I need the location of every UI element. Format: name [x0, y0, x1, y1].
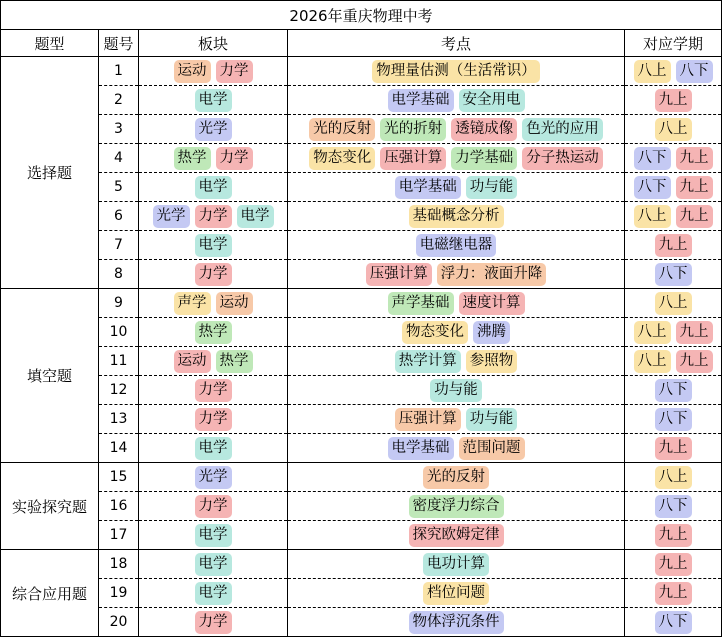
term-cell: [625, 57, 722, 86]
section-cell: [139, 463, 288, 492]
tag: 电学基础: [388, 437, 454, 460]
tag: 力学: [216, 60, 253, 83]
tag: 声学基础: [388, 292, 454, 315]
point-cell: [288, 434, 625, 463]
tag: 力学基础: [451, 147, 517, 170]
table-row: [1, 434, 722, 463]
point-tags: [288, 611, 624, 634]
term-tags: [625, 147, 721, 170]
tag: 参照物: [466, 350, 518, 373]
table-row: [1, 202, 722, 231]
section-cell: [139, 376, 288, 405]
point-cell: [288, 521, 625, 550]
tag: 八下: [655, 495, 692, 518]
section-cell: [139, 347, 288, 376]
section-tags: [139, 263, 287, 286]
tag: 压强计算: [366, 263, 432, 286]
tag: 光的反射: [423, 466, 489, 489]
table-row: [1, 492, 722, 521]
tag: 功与能: [466, 408, 518, 431]
section-cell: [139, 521, 288, 550]
question-type-cell: 填空题: [1, 289, 99, 463]
section-tags: [139, 495, 287, 518]
question-number-cell: 4: [99, 144, 139, 173]
term-tags: [625, 234, 721, 257]
term-cell: [625, 318, 722, 347]
tag: 物态变化: [402, 321, 468, 344]
tag: 电学: [195, 437, 232, 460]
term-cell: [625, 492, 722, 521]
table-row: [1, 289, 722, 318]
term-tags: [625, 582, 721, 605]
term-cell: [625, 550, 722, 579]
header-point: 考点: [288, 30, 625, 57]
term-cell: [625, 405, 722, 434]
section-cell: [139, 202, 288, 231]
question-number-cell: 14: [99, 434, 139, 463]
section-tags: [139, 582, 287, 605]
table-row: [1, 579, 722, 608]
tag: 热学: [174, 147, 211, 170]
tag: 运动: [216, 292, 253, 315]
point-tags: [288, 524, 624, 547]
point-tags: [288, 176, 624, 199]
tag: 九上: [676, 147, 713, 170]
tag: 压强计算: [380, 147, 446, 170]
term-tags: [625, 321, 721, 344]
header-row: [1, 30, 722, 57]
point-tags: [288, 582, 624, 605]
term-cell: [625, 521, 722, 550]
tag: 光学: [195, 466, 232, 489]
question-number-cell: 12: [99, 376, 139, 405]
tag: 八上: [655, 118, 692, 141]
term-cell: [625, 115, 722, 144]
section-tags: [139, 611, 287, 634]
tag: 物态变化: [309, 147, 375, 170]
tag: 档位问题: [423, 582, 489, 605]
section-cell: [139, 260, 288, 289]
point-cell: [288, 376, 625, 405]
section-tags: [139, 60, 287, 83]
term-tags: [625, 176, 721, 199]
tag: 八上: [634, 350, 671, 373]
table-title: 2026年重庆物理中考: [1, 1, 722, 30]
question-number-cell: 15: [99, 463, 139, 492]
term-tags: [625, 437, 721, 460]
question-number-cell: 8: [99, 260, 139, 289]
section-tags: [139, 379, 287, 402]
term-tags: [625, 553, 721, 576]
section-cell: [139, 434, 288, 463]
table-row: [1, 463, 722, 492]
tag: 电磁继电器: [416, 234, 497, 257]
point-cell: [288, 550, 625, 579]
tag: 声学: [174, 292, 211, 315]
section-cell: [139, 608, 288, 637]
section-tags: [139, 205, 287, 228]
tag: 功与能: [466, 176, 518, 199]
point-tags: [288, 321, 624, 344]
question-number-cell: 6: [99, 202, 139, 231]
tag: 热学计算: [395, 350, 461, 373]
term-tags: [625, 205, 721, 228]
tag: 浮力：液面升降: [437, 263, 547, 286]
point-tags: [288, 379, 624, 402]
tag: 八下: [655, 263, 692, 286]
question-number-cell: 10: [99, 318, 139, 347]
tag: 电学: [195, 176, 232, 199]
term-tags: [625, 89, 721, 112]
tag: 八上: [634, 60, 671, 83]
table-row: [1, 115, 722, 144]
tag: 电学: [195, 582, 232, 605]
term-cell: [625, 173, 722, 202]
tag: 力学: [195, 495, 232, 518]
point-tags: [288, 553, 624, 576]
tag: 八上: [655, 292, 692, 315]
tag: 九上: [676, 321, 713, 344]
term-tags: [625, 524, 721, 547]
table-row: [1, 521, 722, 550]
section-cell: [139, 173, 288, 202]
tag: 八上: [655, 466, 692, 489]
tag: 八下: [634, 147, 671, 170]
tag: 电学基础: [395, 176, 461, 199]
tag: 八下: [655, 408, 692, 431]
tag: 运动: [174, 350, 211, 373]
header-number: 题号: [99, 30, 139, 57]
term-cell: [625, 608, 722, 637]
tag: 九上: [655, 89, 692, 112]
table-row: [1, 347, 722, 376]
question-number-cell: 18: [99, 550, 139, 579]
point-tags: [288, 437, 624, 460]
tag: 物理量估测（生活常识）: [372, 60, 540, 83]
section-cell: [139, 115, 288, 144]
tag: 力学: [195, 408, 232, 431]
tag: 八下: [676, 60, 713, 83]
point-cell: [288, 405, 625, 434]
tag: 九上: [676, 176, 713, 199]
section-tags: [139, 147, 287, 170]
section-cell: [139, 579, 288, 608]
header-type: 题型: [1, 30, 99, 57]
tag: 电学: [195, 234, 232, 257]
term-tags: [625, 292, 721, 315]
tag: 八下: [634, 176, 671, 199]
tag: 光学: [195, 118, 232, 141]
section-tags: [139, 437, 287, 460]
table-row: [1, 318, 722, 347]
point-tags: [288, 205, 624, 228]
tag: 力学: [195, 379, 232, 402]
tag: 基础概念分析: [409, 205, 504, 228]
tag: 九上: [676, 205, 713, 228]
point-tags: [288, 408, 624, 431]
section-tags: [139, 466, 287, 489]
term-tags: [625, 379, 721, 402]
tag: 光学: [153, 205, 190, 228]
term-cell: [625, 347, 722, 376]
section-tags: [139, 350, 287, 373]
tag: 光的折射: [380, 118, 446, 141]
term-cell: [625, 202, 722, 231]
tag: 九上: [655, 524, 692, 547]
tag: 透镜成像: [451, 118, 517, 141]
section-cell: [139, 86, 288, 115]
tag: 沸腾: [473, 321, 510, 344]
point-cell: [288, 260, 625, 289]
tag: 电学: [237, 205, 274, 228]
tag: 电学: [195, 553, 232, 576]
tag: 范围问题: [459, 437, 525, 460]
tag: 力学: [195, 263, 232, 286]
section-tags: [139, 118, 287, 141]
tag: 九上: [655, 582, 692, 605]
term-tags: [625, 350, 721, 373]
section-tags: [139, 292, 287, 315]
section-tags: [139, 234, 287, 257]
term-tags: [625, 466, 721, 489]
point-cell: [288, 202, 625, 231]
tag: 色光的应用: [522, 118, 603, 141]
header-term: 对应学期: [625, 30, 722, 57]
section-tags: [139, 176, 287, 199]
point-tags: [288, 147, 624, 170]
question-number-cell: 1: [99, 57, 139, 86]
tag: 九上: [655, 553, 692, 576]
question-type-cell: 综合应用题: [1, 550, 99, 637]
point-tags: [288, 118, 624, 141]
table-row: [1, 405, 722, 434]
table-row: [1, 231, 722, 260]
tag: 分子热运动: [522, 147, 603, 170]
tag: 光的反射: [309, 118, 375, 141]
question-type-cell: 实验探究题: [1, 463, 99, 550]
tag: 热学: [216, 350, 253, 373]
table-row: [1, 173, 722, 202]
section-tags: [139, 524, 287, 547]
term-tags: [625, 118, 721, 141]
question-number-cell: 20: [99, 608, 139, 637]
point-cell: [288, 608, 625, 637]
question-number-cell: 11: [99, 347, 139, 376]
term-cell: [625, 463, 722, 492]
point-cell: [288, 144, 625, 173]
term-tags: [625, 263, 721, 286]
point-cell: [288, 231, 625, 260]
tag: 电学基础: [388, 89, 454, 112]
tag: 安全用电: [459, 89, 525, 112]
point-cell: [288, 318, 625, 347]
point-cell: [288, 115, 625, 144]
point-tags: [288, 466, 624, 489]
point-cell: [288, 463, 625, 492]
term-cell: [625, 231, 722, 260]
table-row: [1, 86, 722, 115]
tag: 压强计算: [395, 408, 461, 431]
tag: 九上: [676, 350, 713, 373]
tag: 热学: [195, 321, 232, 344]
term-cell: [625, 434, 722, 463]
point-tags: [288, 350, 624, 373]
tag: 八上: [634, 205, 671, 228]
term-tags: [625, 495, 721, 518]
section-cell: [139, 231, 288, 260]
table-row: [1, 144, 722, 173]
tag: 密度浮力综合: [409, 495, 504, 518]
tag: 力学: [195, 205, 232, 228]
point-cell: [288, 347, 625, 376]
point-tags: [288, 292, 624, 315]
term-cell: [625, 144, 722, 173]
term-tags: [625, 408, 721, 431]
table-row: [1, 376, 722, 405]
tag: 功与能: [430, 379, 482, 402]
point-cell: [288, 57, 625, 86]
point-cell: [288, 86, 625, 115]
section-tags: [139, 408, 287, 431]
tag: 八下: [655, 611, 692, 634]
exam-table-body: [1, 1, 722, 637]
tag: 八上: [634, 321, 671, 344]
section-cell: [139, 405, 288, 434]
table-row: [1, 550, 722, 579]
tag: 九上: [655, 437, 692, 460]
term-tags: [625, 60, 721, 83]
point-tags: [288, 263, 624, 286]
section-cell: [139, 492, 288, 521]
section-cell: [139, 144, 288, 173]
question-number-cell: 3: [99, 115, 139, 144]
point-cell: [288, 579, 625, 608]
question-number-cell: 9: [99, 289, 139, 318]
term-cell: [625, 376, 722, 405]
point-tags: [288, 89, 624, 112]
section-cell: [139, 318, 288, 347]
question-number-cell: 13: [99, 405, 139, 434]
question-number-cell: 16: [99, 492, 139, 521]
point-cell: [288, 173, 625, 202]
term-cell: [625, 86, 722, 115]
tag: 力学: [216, 147, 253, 170]
tag: 电功计算: [423, 553, 489, 576]
question-number-cell: 7: [99, 231, 139, 260]
point-cell: [288, 289, 625, 318]
tag: 运动: [174, 60, 211, 83]
table-row: [1, 608, 722, 637]
question-number-cell: 5: [99, 173, 139, 202]
term-cell: [625, 289, 722, 318]
tag: 电学: [195, 89, 232, 112]
section-tags: [139, 321, 287, 344]
point-cell: [288, 492, 625, 521]
tag: 探究欧姆定律: [409, 524, 504, 547]
table-row: [1, 260, 722, 289]
term-cell: [625, 579, 722, 608]
section-cell: [139, 289, 288, 318]
tag: 速度计算: [459, 292, 525, 315]
tag: 九上: [655, 234, 692, 257]
question-number-cell: 17: [99, 521, 139, 550]
section-tags: [139, 553, 287, 576]
tag: 物体浮沉条件: [409, 611, 504, 634]
point-tags: [288, 60, 624, 83]
table-row: [1, 57, 722, 86]
term-cell: [625, 260, 722, 289]
section-tags: [139, 89, 287, 112]
tag: 电学: [195, 524, 232, 547]
section-cell: [139, 550, 288, 579]
question-number-cell: 2: [99, 86, 139, 115]
point-tags: [288, 495, 624, 518]
tag: 力学: [195, 611, 232, 634]
tag: 八下: [655, 379, 692, 402]
term-tags: [625, 611, 721, 634]
section-cell: [139, 57, 288, 86]
title-row: [1, 1, 722, 30]
point-tags: [288, 234, 624, 257]
header-section: 板块: [139, 30, 288, 57]
question-type-cell: 选择题: [1, 57, 99, 289]
question-number-cell: 19: [99, 579, 139, 608]
